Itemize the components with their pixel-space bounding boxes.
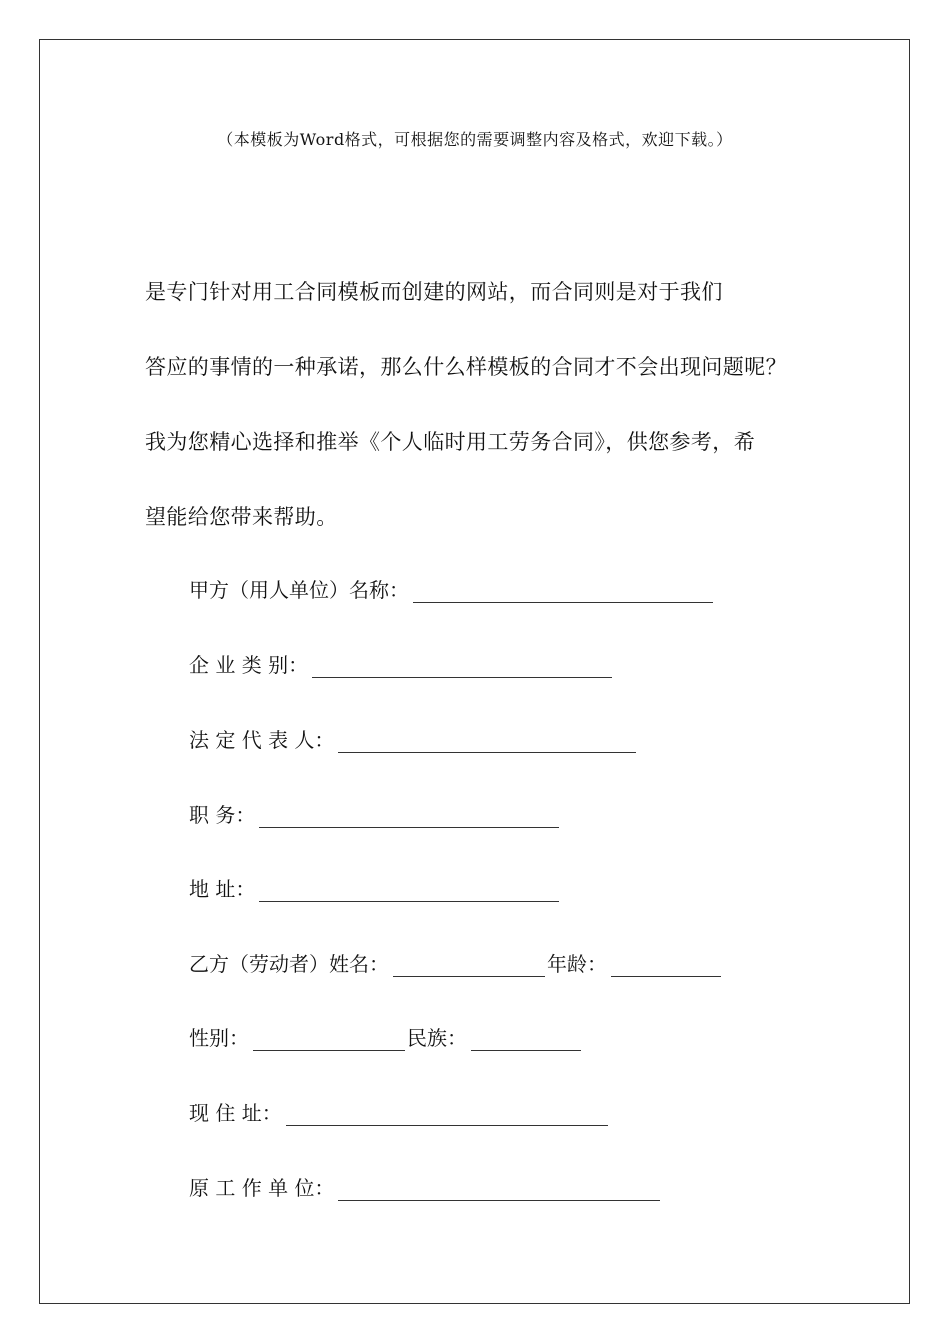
field-party-b-name bbox=[189, 948, 721, 977]
legal-rep-blank[interactable] bbox=[338, 730, 636, 753]
intro-line-2: 答应的事情的一种承诺，那么什么样模板的合同才不会出现问题呢？ bbox=[145, 355, 787, 379]
current-address-blank[interactable] bbox=[286, 1103, 608, 1126]
gender-label: 性别： bbox=[189, 1026, 249, 1050]
former-employer-blank[interactable] bbox=[338, 1178, 660, 1201]
enterprise-type-blank[interactable] bbox=[312, 655, 612, 678]
age-label: 年龄： bbox=[547, 952, 607, 976]
former-employer-label: 原 工 作 单 位： bbox=[189, 1176, 335, 1200]
enterprise-type-label: 企 业 类 别： bbox=[189, 653, 309, 677]
field-address bbox=[189, 873, 559, 902]
gender-blank[interactable] bbox=[253, 1028, 405, 1051]
ethnicity-blank[interactable] bbox=[471, 1028, 581, 1051]
template-note: （本模板为Word格式，可根据您的需要调整内容及格式，欢迎下载。） bbox=[217, 130, 733, 149]
intro-line-3: 我为您精心选择和推举《个人临时用工劳务合同》，供您参考，希 bbox=[145, 430, 756, 454]
position-blank[interactable] bbox=[259, 805, 559, 828]
current-address-label: 现 住 址： bbox=[189, 1101, 282, 1125]
age-blank[interactable] bbox=[611, 954, 721, 977]
field-former-employer bbox=[189, 1172, 660, 1201]
party-b-name-label: 乙方（劳动者）姓名： bbox=[189, 952, 389, 976]
position-label: 职 务： bbox=[189, 803, 256, 827]
field-gender bbox=[189, 1022, 581, 1051]
field-legal-rep bbox=[189, 724, 636, 753]
party-a-name-label: 甲方（用人单位）名称： bbox=[189, 578, 409, 602]
address-label: 地 址： bbox=[189, 877, 256, 901]
address-blank[interactable] bbox=[259, 879, 559, 902]
party-a-name-blank[interactable] bbox=[413, 580, 713, 603]
field-party-a-name bbox=[189, 574, 713, 603]
field-enterprise-type bbox=[189, 649, 612, 678]
field-position bbox=[189, 799, 559, 828]
intro-line-1: 是专门针对用工合同模板而创建的网站，而合同则是对于我们 bbox=[145, 280, 723, 304]
party-b-name-blank[interactable] bbox=[393, 954, 545, 977]
field-current-address bbox=[189, 1097, 608, 1126]
intro-line-4: 望能给您带来帮助。 bbox=[145, 505, 338, 529]
ethnicity-label: 民族： bbox=[407, 1026, 467, 1050]
legal-rep-label: 法 定 代 表 人： bbox=[189, 728, 335, 752]
